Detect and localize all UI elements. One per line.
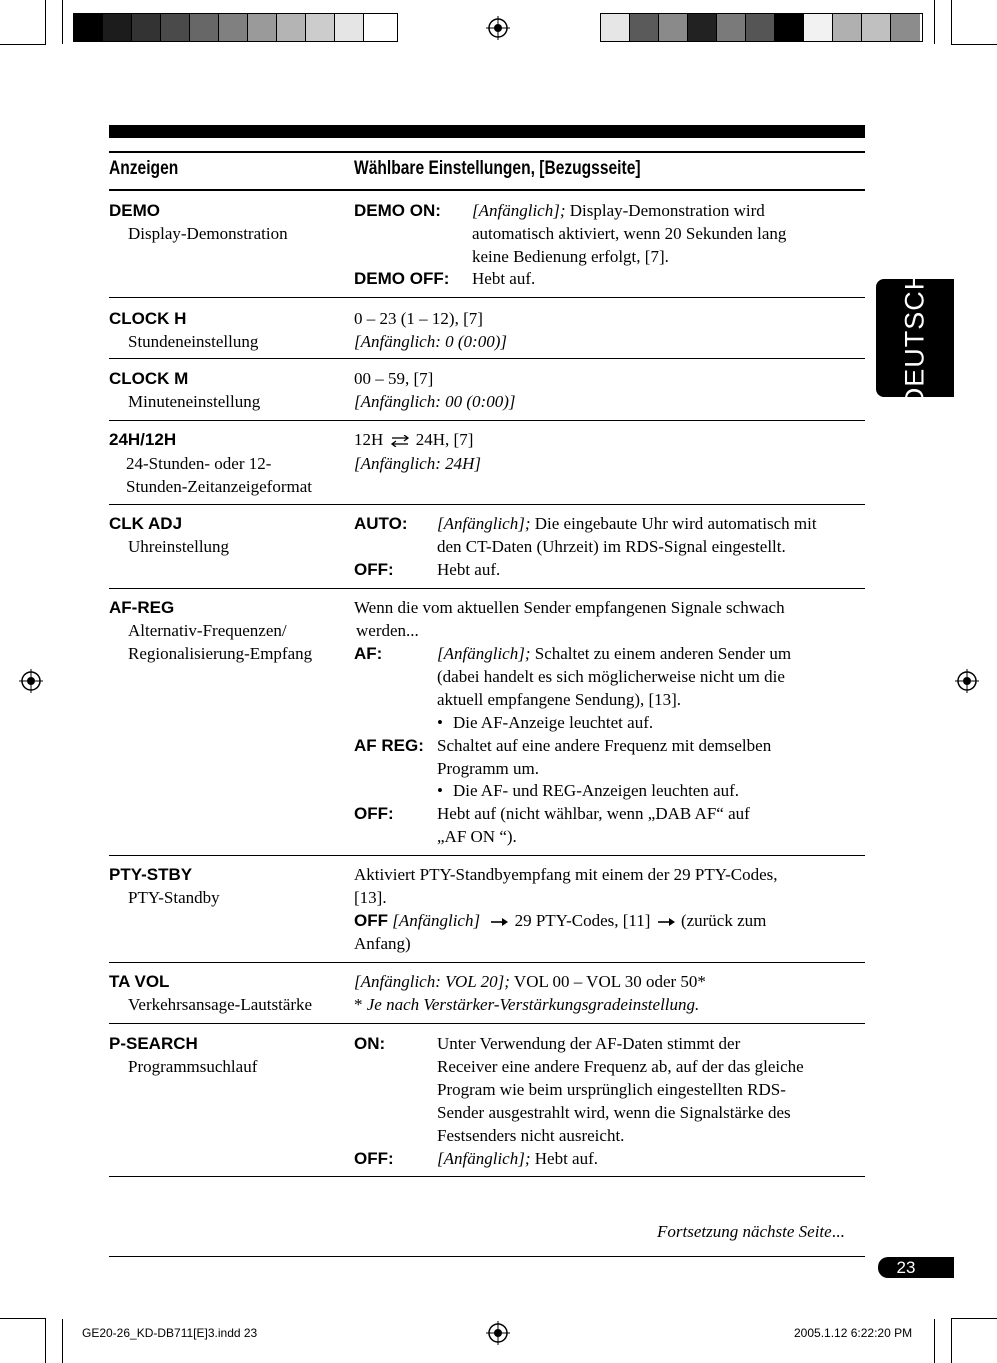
calibration-swatch xyxy=(746,14,775,41)
calibration-swatch xyxy=(659,14,688,41)
option-text: Schaltet auf eine andere Frequenz mit demselben xyxy=(437,736,772,755)
option-text: Die eingebaute Uhr wird automatisch mit xyxy=(534,514,817,533)
calibration-swatch xyxy=(862,14,891,41)
default-marker: [Anfänglich: 00 (0:00)] xyxy=(354,392,516,411)
row-divider xyxy=(109,855,865,856)
option-text: Schaltet zu einem anderen Sender um xyxy=(534,644,792,663)
registration-mark-icon xyxy=(486,16,510,40)
language-tab-label: DEUTSCH xyxy=(899,269,930,407)
option-label-off: OFF: xyxy=(354,804,394,823)
row-divider xyxy=(109,297,865,298)
option-label-off: OFF xyxy=(354,911,388,930)
row-key: DEMO xyxy=(109,201,160,220)
row-key: PTY-STBY xyxy=(109,865,193,884)
option-label-on: ON: xyxy=(354,1034,386,1053)
option-text: Program wie beim ursprünglich eingestellten RDS- xyxy=(437,1080,786,1099)
section-top-bar xyxy=(109,125,865,138)
header-rule xyxy=(109,189,865,191)
row-description: Uhreinstellung xyxy=(128,537,230,556)
calibration-swatch xyxy=(775,14,804,41)
row-description: Verkehrsansage-Lautstärke xyxy=(128,995,313,1014)
setting-range: 0 – 23 (1 – 12), [7] xyxy=(354,309,483,328)
default-marker: [Anfänglich]; xyxy=(472,201,566,220)
default-marker: [Anfänglich: 0 (0:00)] xyxy=(354,332,507,351)
option-text: (zurück zum xyxy=(680,911,767,930)
option-text: Hebt auf. xyxy=(437,560,501,579)
calibration-swatch xyxy=(335,14,364,41)
row-divider xyxy=(109,962,865,963)
calibration-swatch xyxy=(248,14,277,41)
calibration-swatch xyxy=(804,14,833,41)
option-label-af: AF: xyxy=(354,644,383,663)
row-description: 24-Stunden- oder 12- xyxy=(126,454,272,473)
default-marker: [Anfänglich: VOL 20]; xyxy=(354,972,510,991)
row-key: AF-REG xyxy=(109,598,175,617)
calibration-swatch xyxy=(277,14,306,41)
option-text: Hebt auf (nicht wählbar, wenn „DAB AF“ auf xyxy=(437,804,750,823)
continued-text: Fortsetzung nächste Seite xyxy=(657,1222,832,1241)
option-text: keine Bedienung erfolgt, [7]. xyxy=(472,247,669,266)
column-header-settings: Wählbare Einstellungen, [Bezugsseite] xyxy=(354,158,641,179)
language-tab xyxy=(876,269,954,407)
footnote-star: * xyxy=(354,995,363,1014)
table-top-rule xyxy=(109,151,865,153)
setting-range: VOL 00 – VOL 30 oder 50* xyxy=(513,972,706,991)
calibration-swatch xyxy=(688,14,717,41)
row-key: CLK ADJ xyxy=(109,514,183,533)
continued-ellipsis: ... xyxy=(831,1222,845,1241)
option-value: 12H xyxy=(354,430,384,449)
option-text: Wenn die vom aktuellen Sender empfangenen Signale schwach xyxy=(354,598,785,617)
row-divider xyxy=(109,1023,865,1024)
row-description: PTY-Standby xyxy=(128,888,220,907)
row-key: CLOCK M xyxy=(109,369,189,388)
calibration-swatch xyxy=(891,14,920,41)
row-description: Programmsuchlauf xyxy=(128,1057,258,1076)
default-marker: [Anfänglich: 24H] xyxy=(354,454,482,473)
page-number: 23 xyxy=(896,1258,916,1277)
calibration-swatch xyxy=(630,14,659,41)
row-divider xyxy=(109,420,865,421)
calibration-swatch xyxy=(190,14,219,41)
row-description: Stundeneinstellung xyxy=(128,332,259,351)
row-key: 24H/12H xyxy=(109,430,177,449)
calibration-swatch xyxy=(132,14,161,41)
bullet-item xyxy=(437,779,739,802)
arrow-right-icon xyxy=(490,917,508,927)
row-key: TA VOL xyxy=(109,972,170,991)
option-text: Receiver eine andere Frequenz ab, auf der das gleiche xyxy=(437,1057,804,1076)
calibration-swatch xyxy=(364,14,393,41)
option-text: werden... xyxy=(356,621,419,640)
arrow-right-icon xyxy=(657,917,675,927)
row-divider xyxy=(109,504,865,505)
calibration-swatch xyxy=(74,14,103,41)
default-marker: [Anfänglich] xyxy=(392,911,481,930)
print-slug-left: GE20-26_KD-DB711[E]3.indd 23 xyxy=(82,1326,258,1340)
option-label-off: OFF: xyxy=(354,1149,394,1168)
option-label-demo-off: DEMO OFF: xyxy=(354,269,450,288)
option-text: automatisch aktiviert, wenn 20 Sekunden lang xyxy=(472,224,787,243)
print-slug-right: 2005.1.12 6:22:20 PM xyxy=(794,1326,913,1340)
option-text: Unter Verwendung der AF-Daten stimmt der xyxy=(437,1034,741,1053)
row-description: Regionalisierung-Empfang xyxy=(128,644,313,663)
option-text: Anfang) xyxy=(354,934,411,953)
calibration-swatch xyxy=(103,14,132,41)
option-text: Festsenders nicht ausreicht. xyxy=(437,1126,625,1145)
calibration-swatch xyxy=(717,14,746,41)
bullet-item xyxy=(437,711,653,734)
color-calibration-bar-right xyxy=(600,13,923,42)
toggle-arrows-icon xyxy=(390,435,410,447)
calibration-swatch xyxy=(833,14,862,41)
option-text: aktuell empfangene Sendung), [13]. xyxy=(437,690,682,709)
option-text: den CT-Daten (Uhrzeit) im RDS-Signal eingestellt. xyxy=(437,537,786,556)
footer-rule xyxy=(109,1256,865,1257)
bullet-text: Die AF-Anzeige leuchtet auf. xyxy=(452,713,654,732)
option-text: Aktiviert PTY-Standbyempfang mit einem der 29 PTY-Codes, xyxy=(354,865,778,884)
calibration-swatch xyxy=(306,14,335,41)
registration-mark-icon xyxy=(19,669,43,693)
option-text: Programm um. xyxy=(437,759,539,778)
option-text: [13]. xyxy=(354,888,387,907)
page-number-tab xyxy=(878,1257,954,1278)
row-description: Display-Demonstration xyxy=(128,224,288,243)
bullet-glyph: • xyxy=(437,713,443,732)
option-label-af-reg: AF REG: xyxy=(354,736,424,755)
default-marker: [Anfänglich]; xyxy=(437,514,531,533)
option-text: Display-Demonstration wird xyxy=(569,201,765,220)
continued-note xyxy=(657,1220,844,1243)
row-divider xyxy=(109,588,865,589)
default-marker: [Anfänglich]; xyxy=(437,1149,531,1168)
row-description: Stunden-Zeitanzeigeformat xyxy=(126,477,312,496)
row-divider xyxy=(109,1176,865,1177)
footnote-text: Je nach Verstärker-Verstärkungsgradeinstellung. xyxy=(366,995,700,1014)
bullet-text: Die AF- und REG-Anzeigen leuchten auf. xyxy=(452,781,740,800)
option-label-demo-on: DEMO ON: xyxy=(354,201,441,220)
registration-mark-icon xyxy=(486,1321,510,1345)
calibration-swatch xyxy=(219,14,248,41)
setting-range: 00 – 59, [7] xyxy=(354,369,434,388)
option-text: Hebt auf. xyxy=(472,269,536,288)
row-description: Minuteneinstellung xyxy=(128,392,261,411)
option-label-auto: AUTO: xyxy=(354,514,408,533)
option-value: 24H, [7] xyxy=(415,430,474,449)
calibration-swatch xyxy=(161,14,190,41)
option-label-off: OFF: xyxy=(354,560,394,579)
registration-mark-icon xyxy=(955,669,979,693)
calibration-swatch xyxy=(601,14,630,41)
option-text: „AF ON “). xyxy=(437,827,517,846)
default-marker: [Anfänglich]; xyxy=(437,644,531,663)
option-text: Hebt auf. xyxy=(534,1149,599,1168)
row-key: P-SEARCH xyxy=(109,1034,198,1053)
row-divider xyxy=(109,358,865,359)
option-text: Sender ausgestrahlt wird, wenn die Signalstärke des xyxy=(437,1103,791,1122)
row-description: Alternativ-Frequenzen/ xyxy=(128,621,287,640)
option-text: 29 PTY-Codes, [11] xyxy=(514,911,651,930)
bullet-glyph: • xyxy=(437,781,443,800)
option-text: (dabei handelt es sich möglicherweise nicht um die xyxy=(437,667,785,686)
color-calibration-bar-left xyxy=(73,13,398,42)
row-key: CLOCK H xyxy=(109,309,187,328)
column-header-displays: Anzeigen xyxy=(109,158,179,179)
